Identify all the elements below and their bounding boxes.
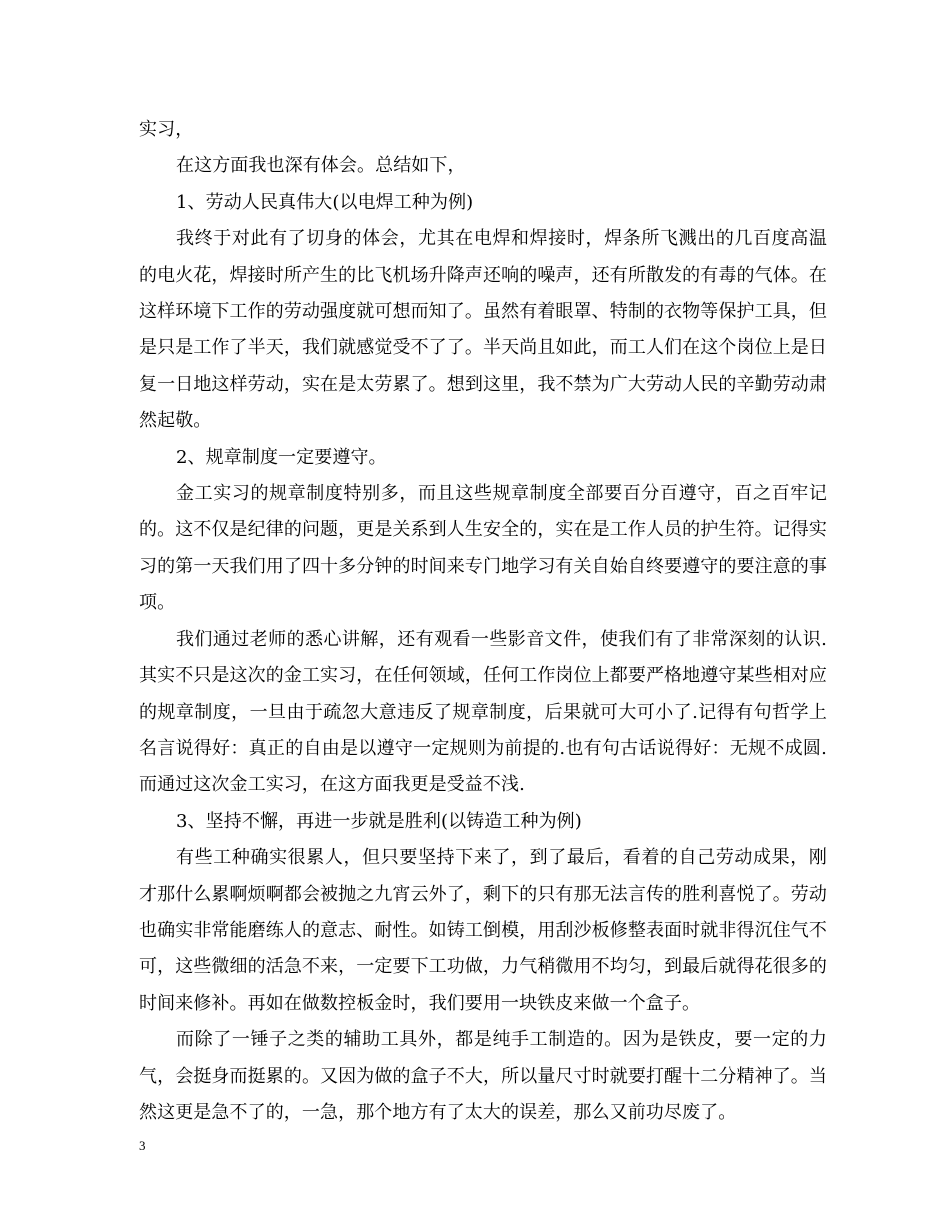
paragraph-casting: 有些工种确实很累人，但只要坚持下来了，到了最后，看着的自己劳动成果，刚才那什么累啊烦啊都会被抛之九宵云外了，剩下的只有那无法言传的胜利喜悦了。劳动也确实非常能磨练人的意志、耐性。如铸工倒模，用刮沙板修整表面时就非得沉住气不可，这些微细的活急不来，一定要下工功做，力气稍微用不均匀，到最后就得花很多的时间来修补。再如在做数控板金时，我们要用一块铁皮来做一个盒子。 [139, 847, 827, 1014]
paragraph-rules: 金工实习的规章制度特别多，而且这些规章制度全部要百分百遵守，百之百牢记的。这不仅是纪律的问题，更是关系到人生安全的，实在是工作人员的护生符。记得实习的第一天我们用了四十多分钟的时间来专门地学习有关自始自终要遵守的要注意的事项。 [139, 483, 827, 614]
paragraph-intro: 在这方面我也深有体会。总结如下， [176, 155, 466, 177]
paragraph-continuation: 实习， [139, 119, 194, 140]
paragraph-welding: 我终于对此有了切身的体会，尤其在电焊和焊接时，焊条所飞溅出的几百度高温的电火花，焊接时所产生的比飞机场升降声还响的噪声，还有所散发的有毒的气体。在这样环境下工作的劳动强度就可想而知了。虽然有着眼罩、特制的衣物等保护工具，但是只是工作了半天，我们就感觉受不了了。半天尚且如此，而工人们在这个岗位上是日复一日地这样劳动，实在是太劳累了。想到这里，我不禁为广大劳动人民的辛勤劳动肃然起敬。 [139, 228, 827, 432]
section-heading-2: 2、规章制度一定要遵守。 [176, 446, 387, 468]
page-number: 3 [139, 1138, 146, 1153]
paragraph-teacher: 我们通过老师的悉心讲解，还有观看一些影音文件，使我们有了非常深刻的认识.其实不只是这次的金工实习，在任何领域，任何工作岗位上都要严格地遵守某些相对应的规章制度，一旦由于疏忽大意违反了规章制度，后果就可大可小了.记得有句哲学上名言说得好：真正的自由是以遵守一定规则为前提的.也有句古话说得好：无规不成圆.而通过这次金工实习，在这方面我更是受益不浅. [139, 628, 827, 796]
section-heading-1: 1、劳动人民真伟大(以电焊工种为例) [176, 191, 474, 213]
paragraph-handmade: 而除了一锤子之类的辅助工具外，都是纯手工制造的。因为是铁皮，要一定的力气，会挺身而挺累的。又因为做的盒子不大，所以量尺寸时就要打醒十二分精神了。当然这更是急不了的，一急，那个地方有了太大的误差，那么又前功尽废了。 [139, 1029, 827, 1123]
section-heading-3: 3、坚持不懈，再进一步就是胜利(以铸造工种为例) [176, 810, 582, 832]
body-text [139, 112, 827, 1131]
